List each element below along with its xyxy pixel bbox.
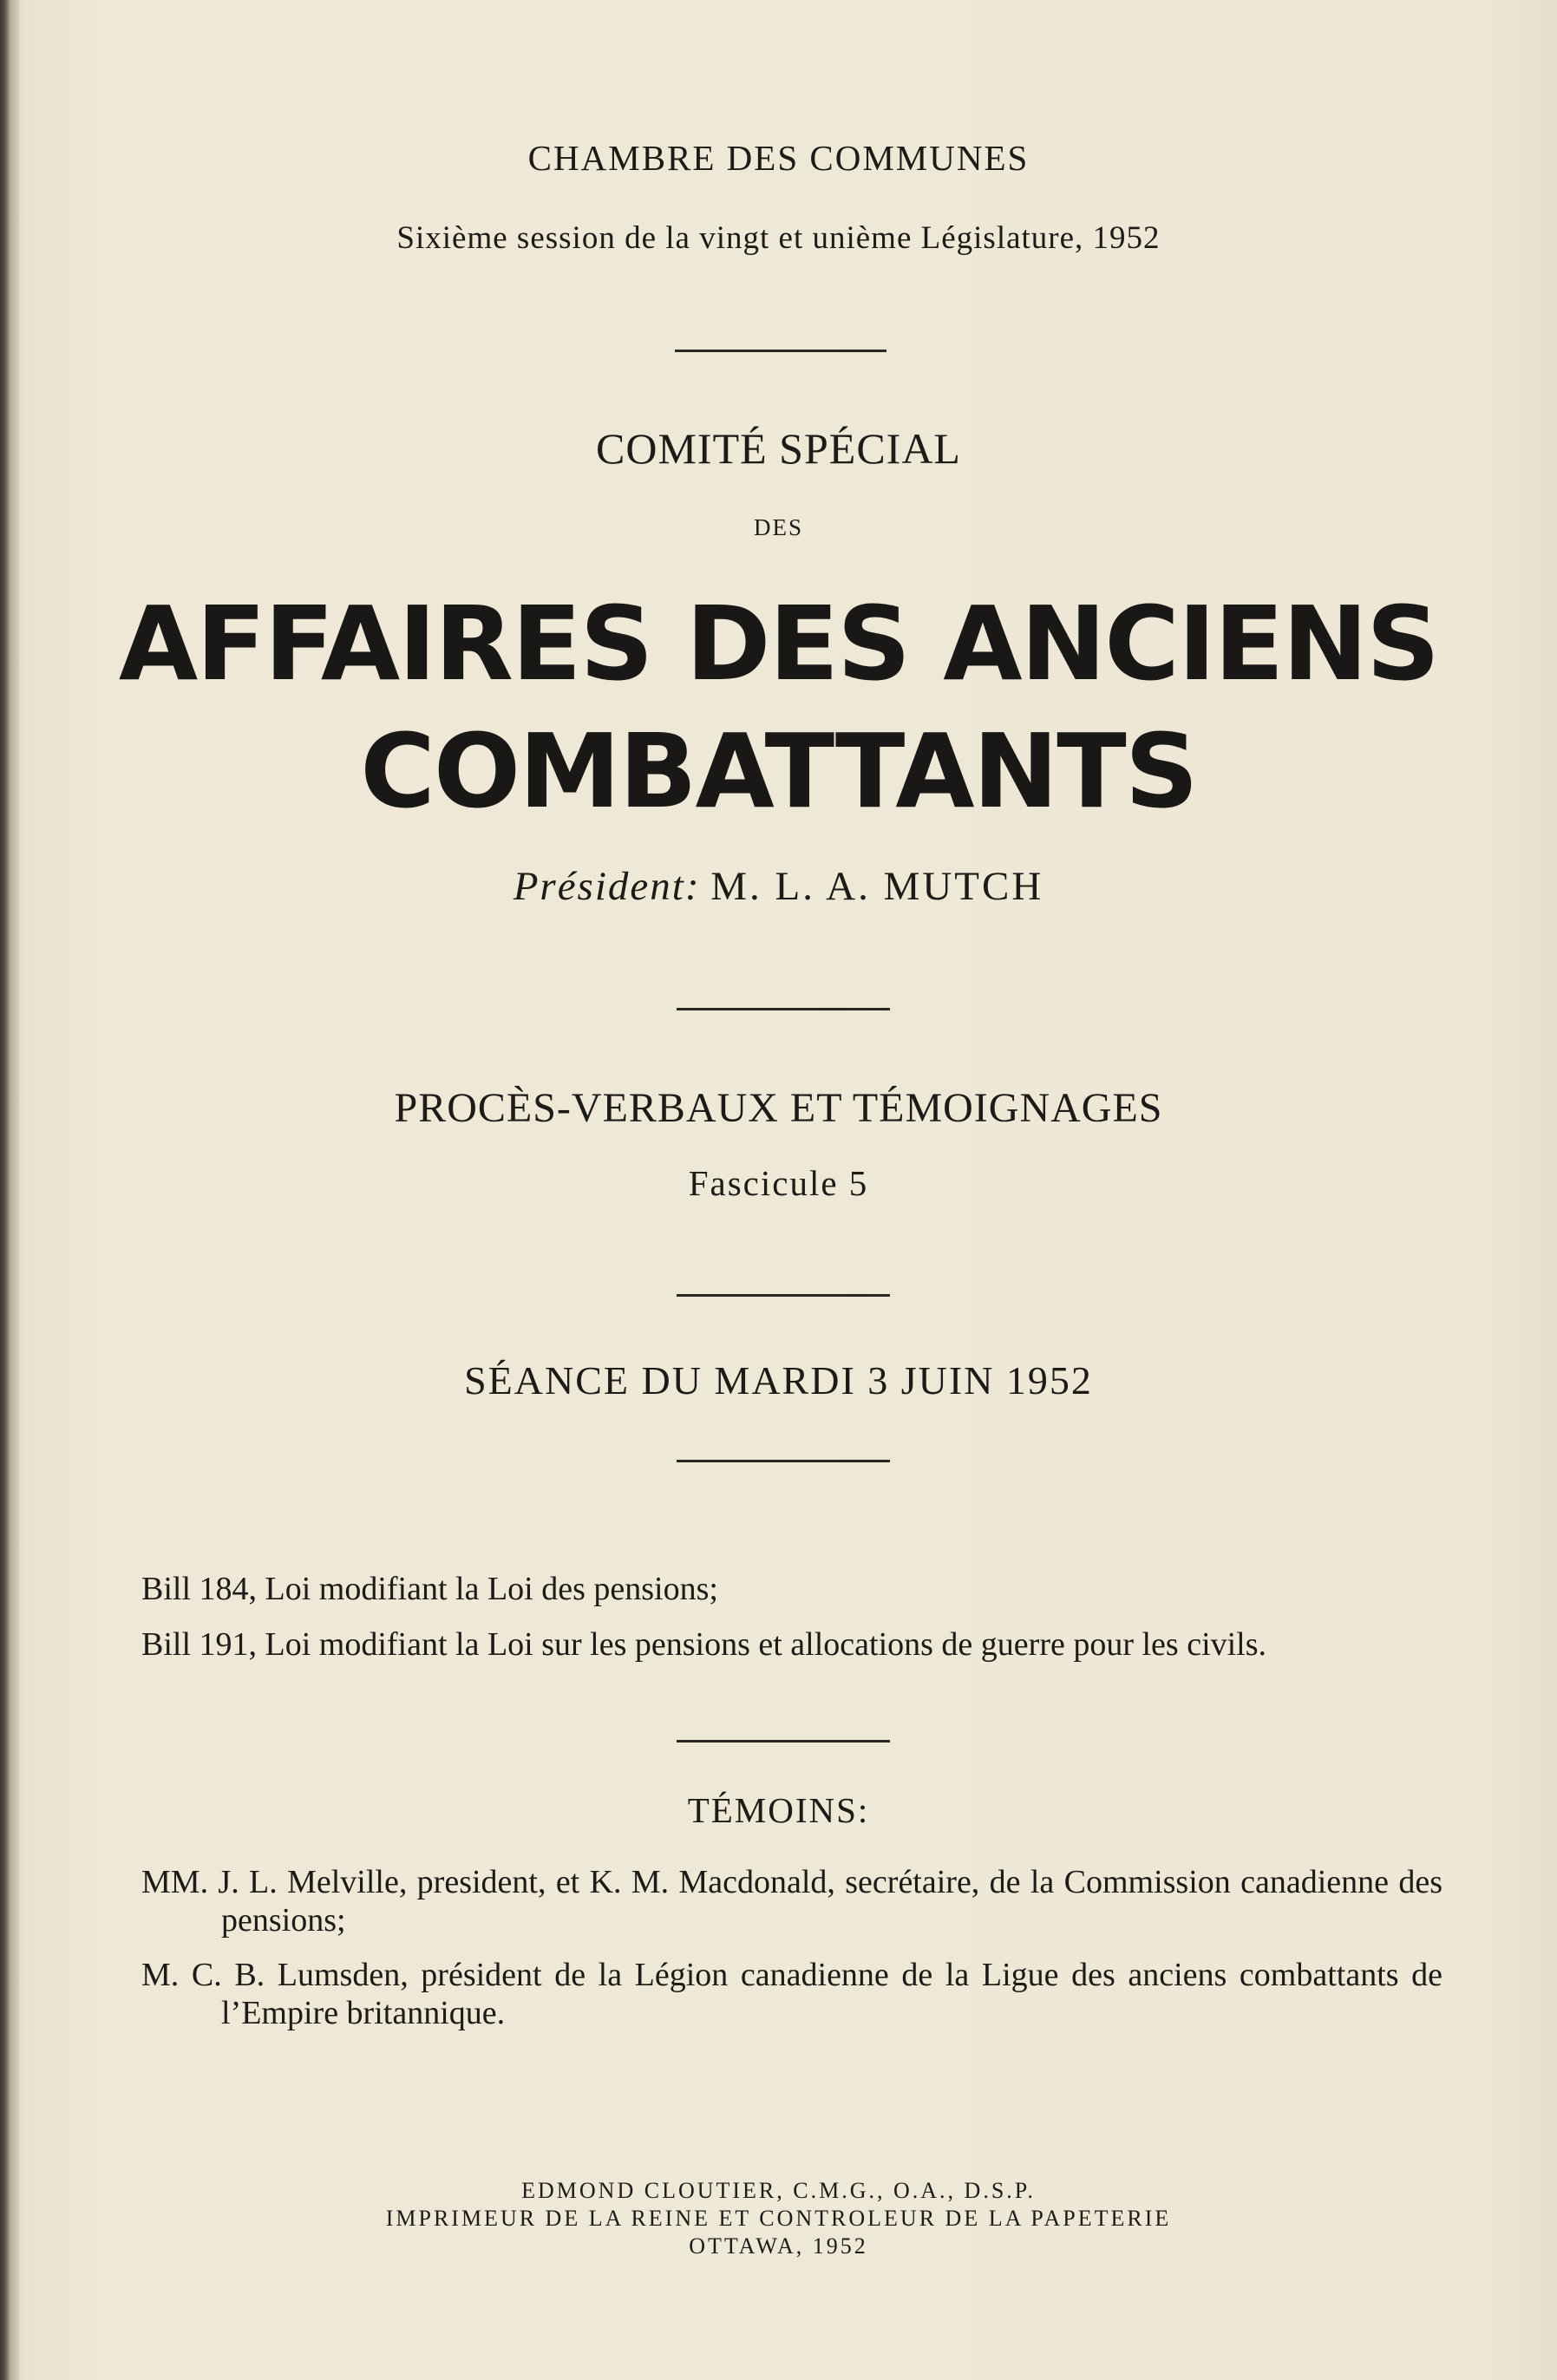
committee-line-1: COMITÉ SPÉCIAL <box>596 424 961 473</box>
committee-title-line-2: COMBATTANTS <box>360 711 1197 831</box>
committee-line-2: DES <box>753 514 803 540</box>
chamber-heading: CHAMBRE DES COMMUNES <box>527 138 1030 178</box>
witness-item <box>141 1863 1443 1939</box>
committee-title-line-1: AFFAIRES DES ANCIENS <box>118 584 1439 703</box>
session-line: Sixième session de la vingt et unième Législature, 1952 <box>396 220 1161 256</box>
printer-title: IMPRIMEUR DE LA REINE ET CONTROLEUR DE LA PAPETERIE <box>385 2206 1172 2231</box>
bill-text: Bill 191, Loi modifiant la Loi sur les pensions et allocations de guerre pour les civils. <box>141 1626 1267 1663</box>
fascicule-number: Fascicule 5 <box>688 1163 869 1203</box>
divider-rule <box>675 350 886 352</box>
witness-text: MM. J. L. Melville, president, et K. M. Macdonald, secrétaire, de la Commission canadienne des pensions; <box>141 1864 1443 1939</box>
bill-text: Bill 184, Loi modifiant la Loi des pensions; <box>141 1571 718 1607</box>
printer-place-year: OTTAWA, 1952 <box>689 2233 868 2259</box>
divider-rule <box>677 1740 890 1742</box>
divider-rule <box>677 1294 890 1297</box>
divider-rule <box>677 1460 890 1462</box>
sitting-date: SÉANCE DU MARDI 3 JUIN 1952 <box>464 1358 1093 1402</box>
witness-item <box>141 1956 1443 2032</box>
bill-item <box>141 1570 1443 1608</box>
president-name: M. L. A. MUTCH <box>710 864 1044 909</box>
president-line <box>0 863 1557 910</box>
witnesses-heading: TÉMOINS: <box>687 1790 870 1830</box>
printer-name: EDMOND CLOUTIER, C.M.G., O.A., D.S.P. <box>521 2178 1036 2203</box>
bill-item <box>141 1625 1443 1664</box>
president-label: Président: <box>513 864 701 909</box>
witness-text: M. C. B. Lumsden, président de la Légion canadienne de la Ligue des anciens combattants de l’Empire britannique. <box>141 1957 1443 2031</box>
divider-rule <box>677 1008 890 1010</box>
proceedings-title: PROCÈS-VERBAUX ET TÉMOIGNAGES <box>394 1085 1163 1131</box>
